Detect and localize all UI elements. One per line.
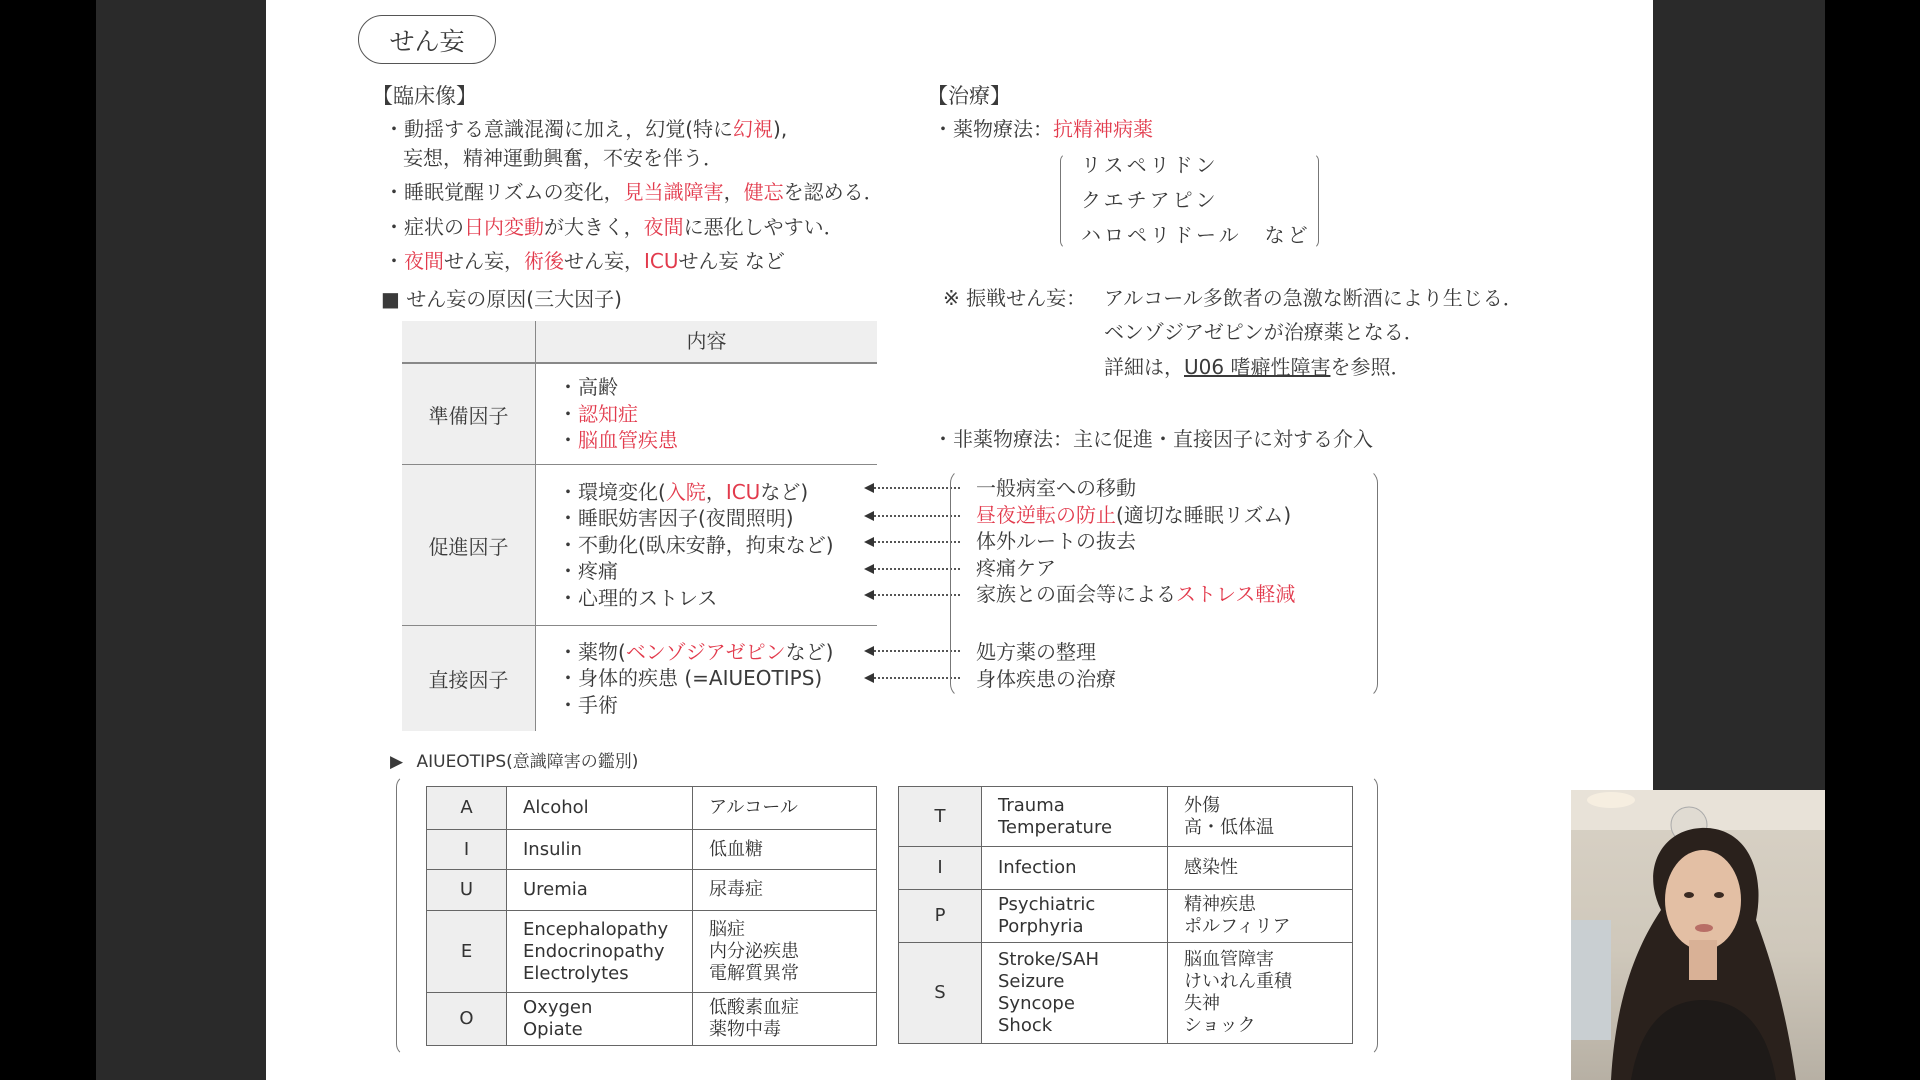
text-segment: を参照． [1330,355,1411,379]
english-term: Encephalopathy [523,918,669,940]
drug-item: リスペリドン [1081,153,1219,177]
causes-heading-text: せん妄の原因(三大因子) [406,287,622,311]
text-segment: 処方薬の整理 [976,640,1096,664]
factor-items [536,626,877,731]
english-term: Endocrinopathy [523,940,665,962]
highlighted-text: ICU [725,479,761,504]
text-segment: せん妄， [564,249,644,273]
highlighted-text: 昼夜逆転の防止 [976,503,1116,527]
text-segment: 体外ルートの抜去 [976,529,1136,553]
text-segment: ・高齢 [558,375,618,400]
intervention-item [976,639,1096,665]
text-segment: せん妄 など [678,249,785,273]
highlighted-text: 幻視 [733,117,774,141]
pharmacotherapy [933,116,1153,142]
text-segment: ・薬物( [558,639,626,664]
text-segment: 妄想，精神運動興奮，不安を伴う． [403,146,723,170]
aiueotips-heading-text: AIUEOTIPS(意識障害の鑑別) [416,752,639,772]
english-cell [507,911,693,993]
text-segment: 一般病室への移動 [976,476,1136,500]
factor-item [558,374,877,401]
english-term: Opiate [523,1019,583,1040]
arrow-left-icon [866,650,960,652]
factor-item [558,558,877,585]
square-bullet-icon: ■ [381,287,400,311]
text-segment: ・睡眠妨害因子(夜間照明) [558,506,794,531]
japanese-cell [693,830,877,870]
text-segment: 疼痛ケア [976,556,1056,580]
non-pharmacotherapy: ・非薬物療法：主に促進・直接因子に対する介入 [933,427,1373,451]
arrow-left-icon [866,541,960,543]
text-segment: 家族との面会等による [976,582,1176,606]
aiueotips-row [899,890,1353,943]
clinical-bullet-1-line-1 [384,116,787,142]
english-term: Syncope [998,993,1075,1014]
text-segment: ・睡眠覚醒リズムの変化， [384,180,624,204]
letter-cell: I [899,847,982,890]
english-cell [507,993,693,1046]
japanese-term: 薬物中毒 [709,1019,781,1040]
japanese-term: 電解質異常 [709,962,799,984]
intervention-item [976,555,1056,581]
english-term: Shock [998,1015,1053,1036]
japanese-term: 感染性 [1184,857,1238,878]
aiueotips-row [427,870,877,911]
factor-label: 準備因子 [402,364,536,464]
note-line: アルコール多飲者の急激な断酒により生じる． [1104,286,1523,310]
text-segment: ・手術 [558,692,618,717]
text-segment: ・動揺する意識混濁に加え，幻覚(特に [384,117,734,141]
english-cell [982,890,1168,943]
highlighted-text: ストレス軽減 [1176,582,1296,606]
factor-row-direct [402,626,877,731]
text-segment: ・ [384,249,404,273]
highlighted-text: 脳血管疾患 [578,428,678,453]
english-cell [507,870,693,911]
clinical-bullet-4 [384,248,785,274]
text-segment: 詳細は， [1104,355,1184,379]
text-segment: ・心理的ストレス [558,585,718,610]
letter-cell: S [899,943,982,1044]
factor-item [558,665,877,692]
aiueotips-row [899,943,1353,1044]
text-segment: ・症状の [384,215,464,239]
header-content: 内容 [536,321,877,362]
japanese-term: 脳血管障害 [1184,949,1274,970]
highlighted-text: 認知症 [578,401,638,426]
english-term: Oxygen [523,997,593,1018]
text-segment: ・不動化(臥床安静，拘束など) [558,532,834,557]
japanese-cell [693,911,877,993]
aiueotips-row [427,993,877,1046]
english-term: Uremia [523,879,588,900]
text-segment: が大きく， [544,215,644,239]
drug-item: クエチアピン [1081,188,1219,212]
japanese-term: 外傷 [1184,794,1220,816]
clinical-bullet-3 [384,214,844,240]
drug-item: ハロペリドール など [1081,223,1311,247]
text-segment: ， [723,180,744,204]
arrow-left-icon [866,568,960,570]
highlighted-text: 入院 [665,479,706,504]
text-segment: を認める． [783,180,884,204]
text-segment: ・ [558,401,578,426]
factor-item [558,639,877,666]
aiueotips-table-right [898,786,1353,1044]
japanese-term: 高・低体温 [1184,816,1274,838]
english-cell [507,830,693,870]
aiueotips-row [899,787,1353,847]
intervention-item [976,581,1295,607]
aiueotips-row [899,847,1353,890]
japanese-term: 内分泌疾患 [709,940,799,962]
japanese-term: 失神 [1184,993,1220,1014]
intervention-item [976,475,1136,501]
japanese-cell [693,787,877,830]
text-segment: ・薬物療法： [933,117,1053,141]
english-cell [982,787,1168,847]
slide-title: せん妄 [358,15,496,64]
factor-items [536,465,877,625]
letter-cell: O [427,993,507,1046]
intervention-item [976,502,1291,528]
arrow-left-icon [866,594,960,596]
clinical-heading: 【臨床像】 [372,84,477,108]
arrow-left-icon [866,487,960,489]
highlighted-text: 日内変動 [464,215,544,239]
factor-item [558,427,877,454]
aiueotips-table-left [426,786,877,1046]
japanese-cell [1168,847,1353,890]
japanese-term: ポルフィリア [1184,916,1291,937]
letterbox-left [96,0,266,1080]
english-cell [507,787,693,830]
aiueotips-row [427,911,877,993]
japanese-cell [693,870,877,911]
highlighted-text: 夜間 [404,249,444,273]
letter-cell: A [427,787,507,830]
webcam-video [1571,790,1825,1080]
factor-item [558,585,877,612]
aiueotips-row [427,787,877,830]
japanese-term: アルコール [709,797,798,818]
japanese-cell [1168,890,1353,943]
highlighted-text: 健忘 [743,180,784,204]
text-segment: に悪化しやすい． [683,215,844,239]
note-line-reference [1104,354,1410,380]
letter-cell: T [899,787,982,847]
letter-cell: I [427,830,507,870]
letter-cell: P [899,890,982,943]
japanese-term: 尿毒症 [709,879,763,900]
factor-item [558,532,877,559]
japanese-term: 低酸素血症 [709,997,799,1018]
arrow-left-icon [866,677,960,679]
factor-row-predisposing [402,364,877,465]
aiueotips-row [427,830,877,870]
header-blank-cell [402,321,536,362]
english-cell [982,847,1168,890]
english-term: Seizure [998,971,1065,992]
causes-table [402,321,877,731]
japanese-term: ショック [1184,1015,1256,1036]
factor-label: 促進因子 [402,465,536,625]
highlighted-text: ICU [644,249,679,273]
arrow-left-icon [866,515,960,517]
text-segment: など) [785,639,834,664]
factor-item [558,505,877,532]
english-term: Temperature [998,816,1113,838]
english-term: Insulin [523,838,582,860]
factor-item [558,692,877,719]
note-line: ベンゾジアゼピンが治療薬となる． [1104,320,1424,344]
factor-item [558,401,877,428]
english-term: Trauma [998,794,1065,816]
factor-row-precipitating [402,465,877,626]
english-term: Infection [998,857,1077,878]
english-term: Porphyria [998,916,1084,937]
japanese-cell [693,993,877,1046]
presenter-image [1571,790,1825,1080]
english-term: Electrolytes [523,962,629,984]
highlighted-text: 抗精神病薬 [1053,117,1153,141]
english-term: Stroke/SAH [998,949,1100,970]
japanese-term: 精神疾患 [1184,894,1256,915]
letter-cell: U [427,870,507,911]
text-segment: ・ [558,428,578,453]
text-segment: ， [705,479,726,504]
aiueotips-heading [390,747,638,772]
intervention-item [976,528,1136,554]
intervention-item [976,666,1116,692]
text-segment: など) [760,479,809,504]
japanese-cell [1168,787,1353,847]
highlighted-text: 術後 [524,249,564,273]
text-segment: ・環境変化( [558,479,666,504]
english-term: Psychiatric [998,894,1096,915]
causes-heading [381,286,622,312]
japanese-term: 低血糖 [709,838,763,860]
clinical-bullet-2 [384,179,884,205]
factor-item [558,479,877,506]
treatment-heading: 【治療】 [927,84,1011,108]
japanese-term: けいれん重積 [1184,971,1292,992]
letter-cell: E [427,911,507,993]
text-segment: ), [773,117,788,141]
japanese-cell [1168,943,1353,1044]
factor-items [536,364,877,464]
highlighted-text: ベンゾジアゼピン [625,639,786,664]
triangle-right-icon: ▶ [390,752,404,772]
reference-link[interactable]: U06 嗜癖性障害 [1184,355,1331,379]
text-segment: せん妄， [444,249,524,273]
highlighted-text: 見当識障害 [623,180,724,204]
note-label: ※ 振戦せん妄： [943,286,1087,310]
highlighted-text: 夜間 [643,215,684,239]
causes-table-header [402,321,877,364]
text-segment: ・疼痛 [558,559,618,584]
clinical-bullet-1-line-2 [403,145,723,171]
japanese-term: 脳症 [709,918,745,940]
english-cell [982,943,1168,1044]
text-segment: 身体疾患の治療 [976,667,1116,691]
text-segment: (適切な睡眠リズム) [1116,503,1292,527]
text-segment: ・身体的疾患 (=AIUEOTIPS) [558,666,823,691]
factor-label: 直接因子 [402,626,536,731]
english-term: Alcohol [523,797,589,818]
